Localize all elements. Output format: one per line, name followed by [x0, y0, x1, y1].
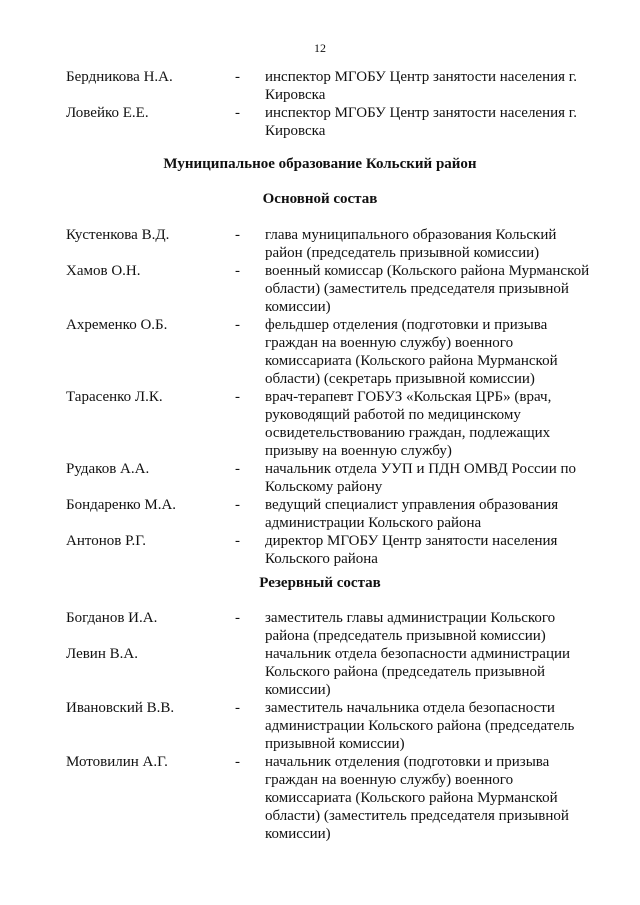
member-name: Ивановский В.В.	[66, 700, 175, 716]
member-role: инспектор МГОБУ Центр занятости населения г. Кировска	[265, 69, 577, 103]
member-role: начальник отделения (подготовки и призыва граждан на военную службу) военного комиссариата (Кольского района Мурманской области) (заместитель председателя призывной комиссии)	[265, 754, 569, 842]
dash-separator: -	[235, 533, 240, 549]
top-entries-list	[0, 68, 640, 140]
member-role: глава муниципального образования Кольский район (председатель призывной комиссии)	[265, 227, 557, 261]
list-item	[0, 699, 640, 753]
list-item	[0, 262, 640, 316]
member-role: врач-терапевт ГОБУЗ «Кольская ЦРБ» (врач, руководящий работой по медицинскому освидетельствованию граждан, подлежащих призыву на военную службу)	[265, 389, 552, 459]
member-name: Кустенкова В.Д.	[66, 227, 170, 243]
dash-separator: -	[235, 497, 240, 513]
list-item	[0, 388, 640, 460]
main-composition-title: Основной состав	[262, 191, 378, 207]
reserve-composition-list	[0, 609, 640, 843]
member-name: Рудаков А.А.	[66, 461, 150, 477]
member-name: Хамов О.Н.	[66, 263, 141, 279]
main-composition-list	[0, 226, 640, 568]
list-item	[0, 609, 640, 645]
member-role: инспектор МГОБУ Центр занятости населения г. Кировска	[265, 105, 577, 139]
section-title: Муниципальное образование Кольский район	[163, 156, 477, 172]
dash-separator: -	[235, 227, 240, 243]
member-name: Ловейко Е.Е.	[66, 105, 149, 121]
member-role: фельдшер отделения (подготовки и призыва граждан на военную службу) военного комиссариата (Кольского района Мурманской области) (секретарь призывной комиссии)	[265, 317, 558, 387]
dash-separator: -	[235, 69, 240, 85]
member-name: Левин В.А.	[66, 646, 138, 662]
member-name: Бердникова Н.А.	[66, 69, 173, 85]
member-role: заместитель главы администрации Кольского района (председатель призывной комиссии)	[265, 610, 556, 644]
dash-separator: -	[235, 754, 240, 770]
list-item	[0, 532, 640, 568]
member-role: начальник отдела безопасности администрации Кольского района (председатель призывной комиссии)	[265, 646, 571, 698]
list-item	[0, 645, 640, 699]
dash-separator: -	[235, 317, 240, 333]
dash-separator: -	[235, 461, 240, 477]
member-role: заместитель начальника отдела безопасности администрации Кольского района (председатель призывной комиссии)	[265, 700, 575, 752]
list-item	[0, 753, 640, 843]
member-name: Антонов Р.Г.	[66, 533, 147, 549]
dash-separator: -	[235, 263, 240, 279]
member-role: военный комиссар (Кольского района Мурманской области) (заместитель председателя призывной комиссии)	[265, 263, 590, 315]
list-item	[0, 316, 640, 388]
member-name: Бондаренко М.А.	[66, 497, 177, 513]
list-item	[0, 104, 640, 140]
list-item	[0, 496, 640, 532]
member-role: начальник отдела УУП и ПДН ОМВД России по Кольскому району	[265, 461, 577, 495]
list-item	[0, 460, 640, 496]
dash-separator: -	[235, 700, 240, 716]
page-number: 12	[314, 41, 326, 55]
list-item	[0, 226, 640, 262]
member-name: Мотовилин А.Г.	[66, 754, 168, 770]
dash-separator: -	[235, 389, 240, 405]
member-role: ведущий специалист управления образования администрации Кольского района	[265, 497, 559, 531]
member-name: Тарасенко Л.К.	[66, 389, 163, 405]
member-role: директор МГОБУ Центр занятости населения Кольского района	[265, 533, 558, 567]
dash-separator: -	[235, 105, 240, 121]
dash-separator: -	[235, 610, 240, 626]
member-name: Богданов И.А.	[66, 610, 158, 626]
list-item	[0, 68, 640, 104]
reserve-composition-title: Резервный состав	[259, 575, 381, 591]
member-name: Ахременко О.Б.	[66, 317, 168, 333]
